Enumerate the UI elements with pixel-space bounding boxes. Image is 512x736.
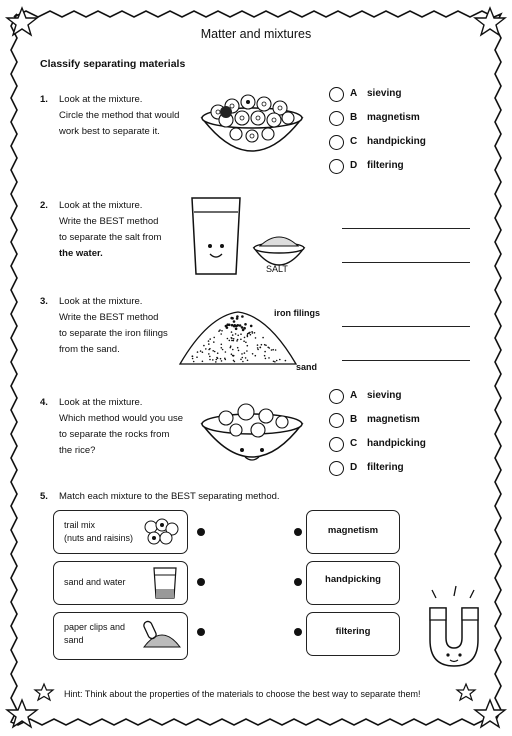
sand-speck [237, 347, 239, 349]
sand-speck [259, 347, 261, 349]
sand-speck [227, 338, 229, 340]
rice-rocks-bowl-illustration [196, 394, 308, 484]
sand-speck [213, 341, 215, 343]
sand-speck [212, 359, 214, 361]
answer-circle[interactable] [329, 461, 344, 476]
sand-speck [192, 356, 194, 358]
question-line: Write the BEST method [59, 216, 159, 227]
question-number: 2. [40, 200, 48, 211]
small-star-icon [457, 684, 475, 700]
sand-speck [209, 359, 211, 361]
mixture-label: sand and water [64, 577, 126, 587]
sand-speck [261, 344, 263, 346]
sand-speck [243, 340, 245, 342]
sand-speck [234, 361, 236, 363]
option-letter: D [350, 160, 358, 171]
sand-speck [221, 330, 223, 332]
sand-speck [262, 337, 264, 339]
question-line: Look at the mixture. [59, 200, 143, 211]
mixture-label: trail mix [64, 520, 95, 530]
option-letter: D [350, 462, 358, 473]
question-line: Look at the mixture. [59, 94, 143, 105]
option-letter: A [350, 88, 358, 99]
sand-speck [220, 333, 222, 335]
trail-mix-icon [142, 517, 180, 547]
salt-label: SALT [266, 264, 288, 274]
sand-speck [257, 349, 259, 351]
sand-speck [208, 353, 210, 355]
sand-speck [231, 353, 233, 355]
sand-speck [231, 331, 233, 333]
sand-speck [255, 337, 257, 339]
answer-line[interactable] [342, 360, 470, 361]
sand-speck [245, 357, 247, 359]
question-line: to separate the rocks from [59, 429, 170, 440]
sand-speck [209, 348, 211, 350]
sand-speck [264, 355, 266, 357]
sand-speck [233, 355, 235, 357]
mixture-label: (nuts and raisins) [64, 533, 134, 543]
sand-speck [202, 351, 204, 353]
option-label: handpicking [367, 136, 426, 147]
sand-speck [200, 350, 202, 352]
sand-speck [192, 358, 194, 360]
sand-speck [205, 348, 207, 350]
question-line: Circle the method that would [59, 110, 180, 121]
method-box-filtering[interactable] [306, 612, 400, 656]
option-label: sieving [367, 390, 402, 401]
sand-speck [247, 360, 249, 362]
mixture-label: paper clips and [64, 622, 126, 632]
method-label: filtering [335, 626, 371, 637]
question-number: 1. [40, 94, 48, 105]
sand-speck [229, 340, 231, 342]
sand-speck [235, 328, 238, 331]
answer-circle[interactable] [329, 135, 344, 150]
sand-speck [224, 358, 226, 360]
sand-speck [245, 342, 247, 344]
sand-speck [228, 324, 231, 327]
sand-speck [241, 353, 243, 355]
sand-speck [238, 350, 240, 352]
sand-speck [237, 339, 239, 341]
sand-speck [240, 333, 242, 335]
answer-circle[interactable] [329, 159, 344, 174]
sand-speck [242, 361, 244, 363]
sand-speck [274, 361, 276, 363]
mixture-label: sand [64, 635, 84, 645]
sand-speck [255, 355, 257, 357]
sand-speck [252, 332, 254, 334]
sand-speck [249, 332, 251, 334]
sand-speck [233, 325, 236, 328]
sand-speck [247, 345, 249, 347]
sand-speck [196, 356, 198, 358]
salt-water-illustration [186, 192, 316, 282]
question-line: to separate the salt from [59, 232, 162, 243]
option-letter: A [350, 390, 358, 401]
sand-water-glass-icon [150, 565, 180, 601]
question-number: 5. [40, 491, 48, 502]
sand-speck [237, 335, 239, 337]
sand-speck [222, 349, 224, 351]
sand-speck [209, 356, 211, 358]
sand-speck [233, 320, 236, 323]
sand-speck [208, 340, 210, 342]
sand-speck [243, 327, 246, 330]
sand-speck [239, 324, 242, 327]
question-number: 3. [40, 296, 48, 307]
sand-speck [230, 347, 232, 349]
sand-speck [244, 337, 246, 339]
sand-speck [209, 338, 211, 340]
option-label: handpicking [367, 438, 426, 449]
sand-speck [230, 345, 232, 347]
sand-speck [219, 329, 221, 331]
sand-speck [197, 351, 199, 353]
answer-line[interactable] [342, 228, 470, 229]
option-label: magnetism [367, 112, 420, 123]
answer-circle[interactable] [329, 87, 344, 102]
sand-speck [231, 340, 233, 342]
sand-speck [244, 323, 247, 326]
sand-speck [247, 336, 249, 338]
sand-speck [273, 361, 275, 363]
answer-circle[interactable] [329, 413, 344, 428]
sand-speck [225, 351, 227, 353]
match-dot-left[interactable] [197, 628, 205, 636]
sand-speck [254, 332, 256, 334]
method-box-handpicking[interactable] [306, 561, 400, 605]
sand-speck [202, 361, 204, 363]
sand-speck [214, 351, 216, 353]
iron-filings-label: iron filings [274, 308, 320, 318]
sand-speck [232, 334, 234, 336]
sand-speck [244, 352, 246, 354]
method-box-magnetism[interactable] [306, 510, 400, 554]
match-dot-left[interactable] [197, 528, 205, 536]
sand-speck [208, 343, 210, 345]
sand-speck [265, 358, 267, 360]
sand-speck [275, 349, 277, 351]
sand-speck [203, 345, 205, 347]
sand-speck [233, 338, 235, 340]
sand-speck [241, 326, 244, 329]
mixture-box-paperclips-sand[interactable] [53, 612, 188, 660]
match-dot-left[interactable] [197, 578, 205, 586]
sand-speck [193, 361, 195, 363]
mixture-box-trail-mix[interactable] [53, 510, 188, 554]
sand-speck [240, 339, 242, 341]
small-star-icon [35, 684, 53, 700]
question-line: from the sand. [59, 344, 120, 355]
hint-text: Hint: Think about the properties of the materials to choose the best way to separate them! [64, 689, 421, 699]
sand-speck [257, 347, 259, 349]
sand-speck [250, 325, 253, 328]
sand-label: sand [296, 362, 318, 372]
sand-speck [225, 325, 228, 328]
sand-speck [216, 359, 218, 361]
sand-speck [241, 315, 244, 318]
answer-circle[interactable] [329, 437, 344, 452]
sand-speck [231, 337, 233, 339]
sand-speck [235, 333, 237, 335]
section-heading: Classify separating materials [40, 58, 186, 70]
sand-speck [264, 351, 266, 353]
sand-speck [240, 359, 242, 361]
sand-speck [271, 349, 273, 351]
mixture-box-sand-water[interactable] [53, 561, 188, 605]
answer-circle[interactable] [329, 111, 344, 126]
answer-line[interactable] [342, 262, 470, 263]
sand-speck [279, 359, 281, 361]
answer-line[interactable] [342, 326, 470, 327]
option-letter: B [350, 414, 358, 425]
match-dot-right[interactable] [294, 628, 302, 636]
sand-speck [220, 358, 222, 360]
question-line: Which method would you use [59, 413, 184, 424]
sand-speck [268, 357, 270, 359]
sand-speck [230, 317, 233, 320]
question-line: the rice? [59, 445, 96, 456]
sand-speck [264, 344, 266, 346]
question-line: Look at the mixture. [59, 296, 143, 307]
question-line: Match each mixture to the BEST separating method. [59, 491, 280, 502]
sand-speck [242, 357, 244, 359]
option-label: sieving [367, 88, 402, 99]
cereal-bowl-illustration [196, 84, 308, 170]
method-label: magnetism [327, 525, 379, 536]
sand-speck [272, 349, 274, 351]
question-line: the water. [59, 248, 103, 259]
sand-speck [267, 347, 269, 349]
sand-speck [217, 358, 219, 360]
option-letter: C [350, 438, 358, 449]
sand-speck [221, 347, 223, 349]
question-line: to separate the iron filings [59, 328, 168, 339]
question-line: Write the BEST method [59, 312, 159, 323]
sand-speck [213, 337, 215, 339]
sand-speck [233, 340, 235, 342]
question-line: work best to separate it. [59, 126, 160, 137]
match-dot-right[interactable] [294, 578, 302, 586]
answer-circle[interactable] [329, 389, 344, 404]
question-number: 4. [40, 397, 48, 408]
sand-speck [246, 350, 248, 352]
sand-speck [221, 344, 223, 346]
method-label: handpicking [325, 574, 381, 585]
sand-speck [236, 317, 239, 320]
sand-speck [257, 344, 259, 346]
page-title: Matter and mixtures [200, 27, 312, 41]
sand-speck [276, 360, 278, 362]
sand-speck [212, 350, 214, 352]
question-line: Look at the mixture. [59, 397, 143, 408]
match-dot-right[interactable] [294, 528, 302, 536]
option-label: filtering [367, 462, 404, 473]
sand-speck [250, 334, 252, 336]
sand-speck [215, 361, 217, 363]
magnet-icon [418, 582, 490, 678]
paperclip-sand-icon [140, 617, 184, 655]
option-label: magnetism [367, 414, 420, 425]
option-letter: B [350, 112, 358, 123]
sand-speck [221, 360, 223, 362]
option-label: filtering [367, 160, 404, 171]
sand-speck [232, 349, 234, 351]
sand-speck [252, 353, 254, 355]
sand-speck [217, 352, 219, 354]
sand-speck [285, 360, 287, 362]
option-letter: C [350, 136, 358, 147]
